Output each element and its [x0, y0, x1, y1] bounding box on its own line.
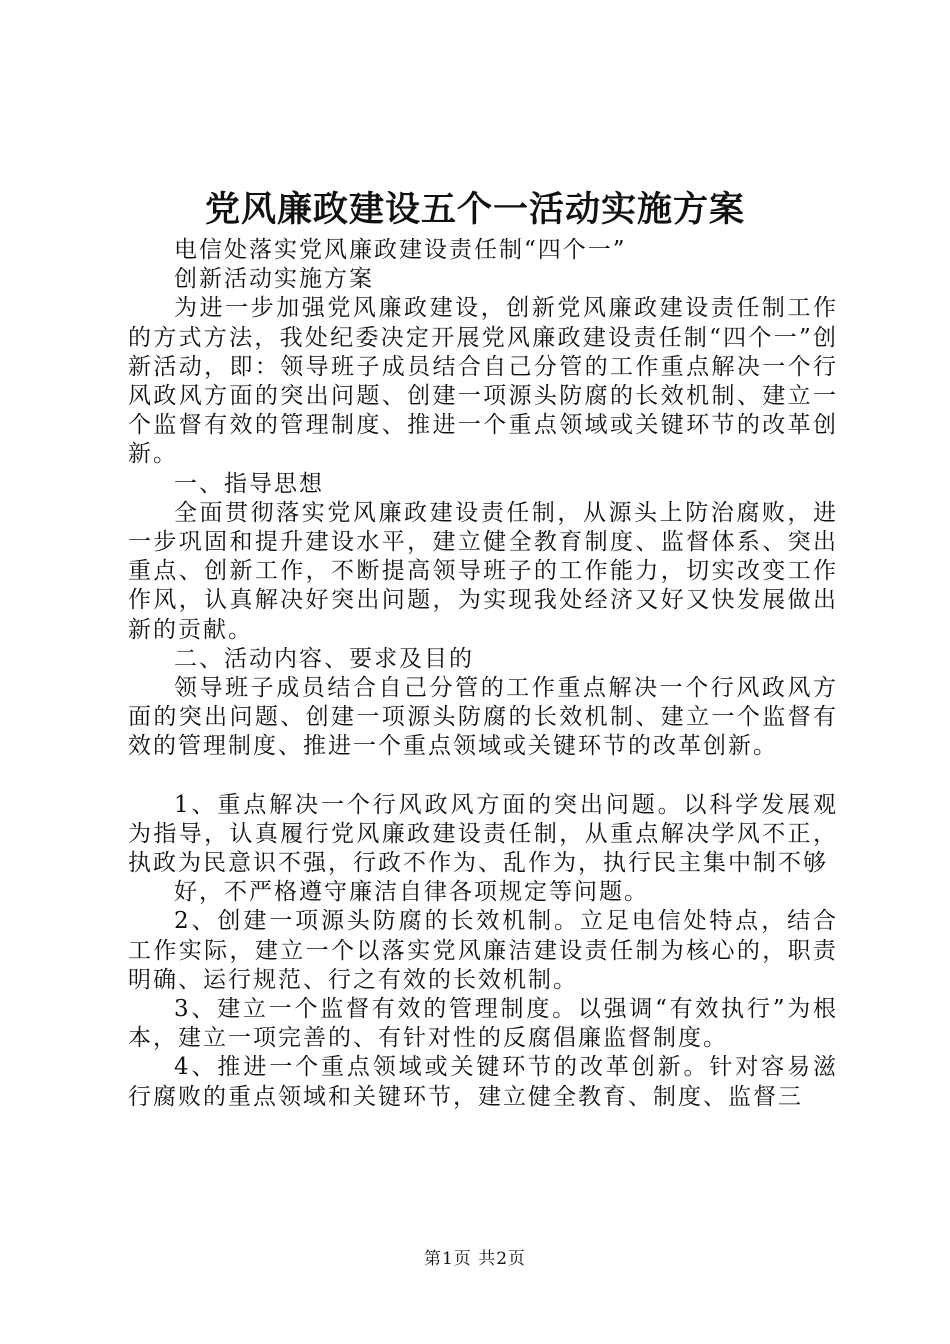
- section1-heading: 一、指导思想: [174, 470, 324, 497]
- item-1-paragraph: 1、重点解决一个行风政风方面的突出问题。以科学发展观为指导，认真履行党风廉政建设责任制，从重点解决学风不正，执政为民意识不强，行政不作为、乱作为，执行民主集中制不够: [128, 791, 838, 877]
- document-title: 党风廉政建设五个一活动实施方案: [204, 189, 745, 230]
- page-footer: 第1页 共2页: [423, 1249, 527, 1269]
- item-1-continuation: 好，不严格遵守廉洁自律各项规定等问题。: [174, 879, 649, 906]
- section1-paragraph: 全面贯彻落实党风廉政建设责任制，从源头上防治腐败，进一步巩固和提升建设水平，建立健全教育制度、监督体系、突出重点、创新工作，不断提高领导班子的工作能力，切实改变工作作风，认真解决好突出问题，为实现我处经济又好又快发展做出新的贡献。: [128, 499, 838, 643]
- intro-paragraph: 为进一步加强党风廉政建设，创新党风廉政建设责任制工作的方式方法，我处纪委决定开展党风廉政建设责任制“四个一”创新活动，即：领导班子成员结合自己分管的工作重点解决一个行风政风方面的突出问题、创建一项源头防腐的长效机制、建立一个监督有效的管理制度、推进一个重点领域或关键环节的改革创新。: [128, 295, 838, 468]
- document-body: [128, 236, 838, 1112]
- subtitle-line-2: 创新活动实施方案: [174, 266, 374, 293]
- item-3-paragraph: 3、建立一个监督有效的管理制度。以强调“有效执行”为根本，建立一项完善的、有针对性的反腐倡廉监督制度。: [128, 996, 838, 1052]
- section2-heading: 二、活动内容、要求及目的: [174, 645, 474, 672]
- item-2-paragraph: 2、创建一项源头防腐的长效机制。立足电信处特点，结合工作实际，建立一个以落实党风廉洁建设责任制为核心的，职责明确、运行规范、行之有效的长效机制。: [128, 908, 838, 993]
- subtitle-line-1: 电信处落实党风廉政建设责任制“四个一”: [174, 237, 627, 263]
- item-4-paragraph: 4、推进一个重点领域或关键环节的改革创新。针对容易滋行腐败的重点领域和关键环节，建立健全教育、制度、监督三: [128, 1054, 838, 1110]
- section2-paragraph: 领导班子成员结合自己分管的工作重点解决一个行风政风方面的突出问题、创建一项源头防腐的长效机制、建立一个监督有效的管理制度、推进一个重点领域或关键环节的改革创新。: [128, 675, 838, 760]
